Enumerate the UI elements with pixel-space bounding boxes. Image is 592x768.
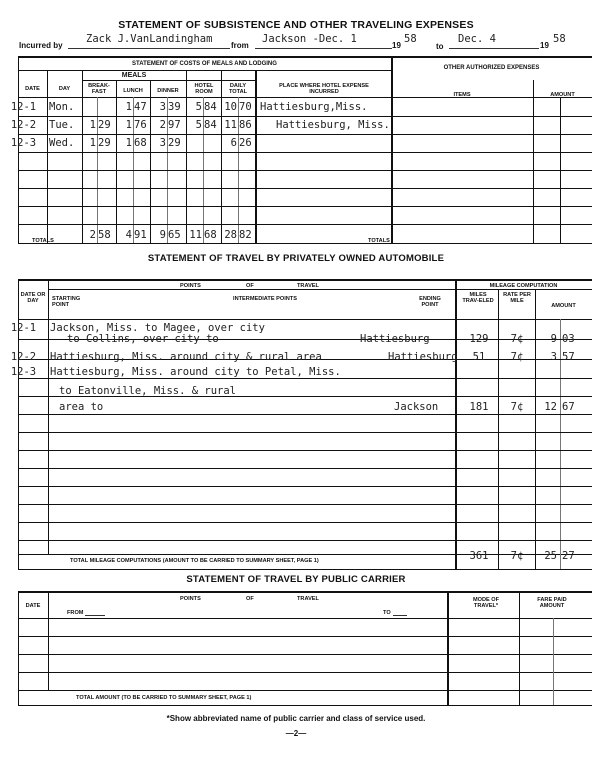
incurred-by-value: Zack J.VanLandingham bbox=[86, 33, 213, 45]
breakfast-cents: 29 bbox=[98, 137, 111, 149]
auto-total-dollars: 25 bbox=[544, 550, 557, 562]
meal-day: Wed. bbox=[49, 137, 75, 149]
auto-amount-cents: 67 bbox=[562, 401, 575, 413]
auto-route: to Eatonville, Miss. & rural bbox=[59, 385, 237, 397]
col-place: PLACE WHERE HOTEL EXPENSE INCURRED bbox=[279, 83, 369, 95]
meal-place: Hattiesburg, Miss. bbox=[276, 119, 390, 131]
auto-rate: 7¢ bbox=[510, 351, 524, 363]
auto-route: Hattiesburg, Miss. around city to Petal, Miss. bbox=[50, 366, 341, 378]
dinner-cents: 39 bbox=[168, 101, 181, 113]
auto-route: Jackson, Miss. to Magee, over city bbox=[50, 322, 265, 334]
carrier-points-label: POINTS bbox=[180, 596, 201, 602]
auto-total-cents: 27 bbox=[562, 550, 575, 562]
auto-route: area to bbox=[59, 401, 104, 413]
dinner-dollars: 3 bbox=[159, 101, 166, 113]
auto-end-point: Hattiesburg bbox=[360, 333, 430, 345]
lunch-cents: 68 bbox=[134, 137, 147, 149]
from-label: from bbox=[231, 41, 249, 50]
auto-of-label: OF bbox=[246, 283, 254, 289]
auto-col-date: DATE OR DAY bbox=[20, 292, 46, 304]
auto-miles: 51 bbox=[472, 351, 486, 363]
daily-dollars: 6 bbox=[230, 137, 237, 149]
incurred-by-line bbox=[68, 48, 230, 49]
col-lunch: LUNCH bbox=[123, 88, 143, 94]
mileage-computation-label: MILEAGE COMPUTATION bbox=[489, 283, 558, 289]
auto-col-miles: MILES TRAV-ELED bbox=[462, 292, 494, 304]
auto-miles: 129 bbox=[469, 333, 489, 345]
auto-col-end: ENDING POINT bbox=[419, 296, 441, 308]
year-from-value: 58 bbox=[404, 33, 417, 45]
auto-amount-dollars: 9 bbox=[550, 333, 557, 345]
meal-date: 12-1 bbox=[10, 101, 37, 113]
dinner-cents: 97 bbox=[168, 119, 181, 131]
meal-date: 12-2 bbox=[10, 119, 37, 131]
carrier-col-date: DATE bbox=[25, 603, 41, 609]
col-date: DATE bbox=[25, 86, 40, 92]
auto-date: 12-1 bbox=[10, 322, 37, 334]
col-amount: AMOUNT bbox=[550, 92, 575, 98]
carrier-col-fare: FARE PAID AMOUNT bbox=[537, 597, 567, 609]
dinner-dollars: 3 bbox=[159, 137, 166, 149]
hotel-cents: 84 bbox=[204, 101, 217, 113]
breakfast-cents: 29 bbox=[98, 119, 111, 131]
auto-travel-label: TRAVEL bbox=[297, 283, 319, 289]
total-lunch-cents: 91 bbox=[134, 229, 147, 241]
meal-day: Tue. bbox=[49, 119, 75, 131]
lunch-dollars: 1 bbox=[125, 101, 132, 113]
lunch-cents: 47 bbox=[134, 101, 147, 113]
hotel-cents: 84 bbox=[204, 119, 217, 131]
auto-total-miles: 361 bbox=[469, 550, 489, 562]
total-dinner-cents: 65 bbox=[168, 229, 181, 241]
auto-total-rate: 7¢ bbox=[510, 550, 524, 562]
auto-total-label: TOTAL MILEAGE COMPUTATIONS (AMOUNT TO BE CARRIED TO SUMMARY SHEET, PAGE 1) bbox=[70, 558, 319, 564]
total-breakfast-cents: 58 bbox=[98, 229, 111, 241]
carrier-from-line bbox=[85, 615, 105, 616]
dinner-dollars: 2 bbox=[159, 119, 166, 131]
carrier-col-mode: MODE OF TRAVEL* bbox=[472, 597, 500, 609]
lunch-dollars: 1 bbox=[125, 119, 132, 131]
year-to-value: 58 bbox=[553, 33, 566, 45]
auto-section-title: STATEMENT OF TRAVEL BY PRIVATELY OWNED AUTOMOBILE bbox=[147, 253, 445, 264]
carrier-to-line bbox=[393, 615, 407, 616]
col-daily-total: DAILY TOTAL bbox=[228, 83, 248, 95]
incurred-by-label: Incurred by bbox=[19, 41, 63, 50]
auto-end-point: Hattiesburg bbox=[388, 351, 458, 363]
col-dinner: DINNER bbox=[157, 88, 179, 94]
lunch-dollars: 1 bbox=[125, 137, 132, 149]
auto-col-intermediate: INTERMEDIATE POINTS bbox=[233, 296, 297, 302]
carrier-travel-label: TRAVEL bbox=[297, 596, 319, 602]
col-items: ITEMS bbox=[453, 92, 471, 98]
meals-section-title: STATEMENT OF COSTS OF MEALS AND LODGING bbox=[132, 61, 277, 67]
form-title: STATEMENT OF SUBSISTENCE AND OTHER TRAVELING EXPENSES bbox=[118, 19, 474, 31]
auto-miles: 181 bbox=[469, 401, 489, 413]
daily-dollars: 11 bbox=[224, 119, 237, 131]
auto-col-amount: AMOUNT bbox=[551, 303, 576, 309]
lunch-cents: 76 bbox=[134, 119, 147, 131]
breakfast-dollars: 1 bbox=[89, 119, 96, 131]
auto-amount-dollars: 3 bbox=[550, 351, 557, 363]
total-daily-dollars: 28 bbox=[224, 229, 237, 241]
dinner-cents: 29 bbox=[168, 137, 181, 149]
meals-totals-label: TOTALS bbox=[32, 238, 54, 244]
meal-day: Mon. bbox=[49, 101, 75, 113]
auto-amount-cents: 57 bbox=[562, 351, 575, 363]
meal-place: Hattiesburg,Miss. bbox=[260, 101, 368, 113]
to-line bbox=[449, 48, 539, 49]
auto-route: Hattiesburg, Miss. around city & rural area bbox=[50, 351, 322, 363]
hotel-dollars: 5 bbox=[195, 119, 202, 131]
carrier-from-label: FROM bbox=[67, 610, 84, 616]
auto-amount-cents: 03 bbox=[562, 333, 575, 345]
footnote: *Show abbreviated name of public carrier and class of service used. bbox=[166, 714, 426, 723]
meal-date: 12-3 bbox=[10, 137, 37, 149]
total-daily-cents: 82 bbox=[239, 229, 252, 241]
col-meals: MEALS bbox=[121, 72, 147, 79]
auto-col-rate: RATE PER MILE bbox=[503, 292, 531, 304]
col-hotel: HOTEL ROOM bbox=[194, 83, 214, 95]
daily-cents: 26 bbox=[239, 137, 252, 149]
daily-cents: 70 bbox=[239, 101, 252, 113]
auto-route: to Collins, over city to bbox=[67, 333, 219, 345]
daily-cents: 86 bbox=[239, 119, 252, 131]
auto-rate: 7¢ bbox=[510, 333, 524, 345]
total-hotel-cents: 68 bbox=[204, 229, 217, 241]
total-breakfast-dollars: 2 bbox=[89, 229, 96, 241]
auto-amount-dollars: 12 bbox=[544, 401, 557, 413]
col-breakfast: BREAK-FAST bbox=[88, 83, 110, 95]
to-label: to bbox=[436, 42, 444, 51]
auto-date: 12-3 bbox=[10, 366, 37, 378]
from-value: Jackson -Dec. 1 bbox=[262, 33, 357, 45]
breakfast-dollars: 1 bbox=[89, 137, 96, 149]
total-hotel-dollars: 11 bbox=[189, 229, 202, 241]
total-lunch-dollars: 4 bbox=[125, 229, 132, 241]
other-totals-label: TOTALS bbox=[368, 238, 390, 244]
page-number: —2— bbox=[285, 729, 307, 738]
auto-end-point: Jackson bbox=[394, 401, 439, 413]
auto-date: 12-2 bbox=[10, 351, 37, 363]
total-dinner-dollars: 9 bbox=[159, 229, 166, 241]
hotel-dollars: 5 bbox=[195, 101, 202, 113]
carrier-of-label: OF bbox=[246, 596, 254, 602]
year-prefix-to: 19 bbox=[540, 41, 549, 50]
to-value: Dec. 4 bbox=[458, 33, 496, 45]
auto-rate: 7¢ bbox=[510, 401, 524, 413]
col-day: DAY bbox=[58, 86, 71, 92]
other-expenses-title: OTHER AUTHORIZED EXPENSES bbox=[443, 65, 540, 71]
auto-points-label: POINTS bbox=[180, 283, 201, 289]
carrier-to-label: TO bbox=[383, 610, 391, 616]
carrier-section-title: STATEMENT OF TRAVEL BY PUBLIC CARRIER bbox=[186, 574, 406, 585]
auto-col-start: STARTING POINT bbox=[52, 296, 81, 308]
from-line bbox=[255, 48, 392, 49]
daily-dollars: 10 bbox=[224, 101, 237, 113]
carrier-total-label: TOTAL AMOUNT (TO BE CARRIED TO SUMMARY SHEET, PAGE 1) bbox=[76, 695, 252, 701]
year-prefix-from: 19 bbox=[392, 41, 401, 50]
